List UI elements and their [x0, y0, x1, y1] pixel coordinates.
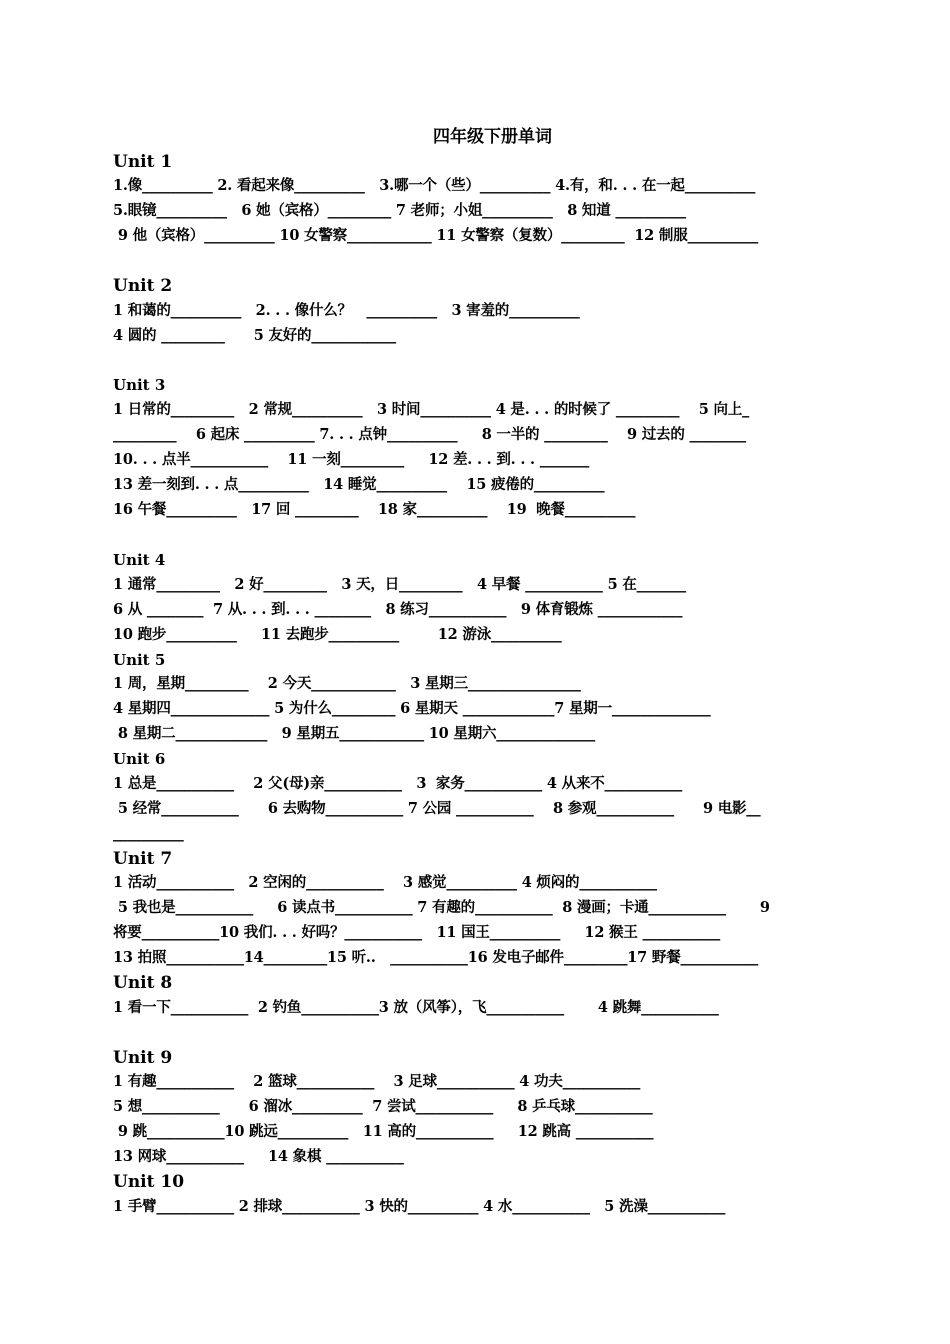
vocab-line: 13 拍照___________14_________15 听.. ___________16 发电子邮件_________17 野餐___________ — [113, 949, 759, 966]
vocab-line: 10. . . 点半___________ 11 一刻_________ 12 差. . . 到. . . _______ — [113, 451, 590, 468]
vocab-line: 8 星期二_____________ 9 星期五____________ 10 星期六______________ — [113, 725, 595, 742]
vocab-line: 9 跳___________10 跳远__________ 11 高的___________ 12 跳高 ___________ — [113, 1123, 654, 1140]
vocab-line: 5 经常___________ 6 去购物___________ 7 公园 ___________ 8 参观___________ 9 电影__ — [113, 800, 761, 817]
vocab-line: 10 跑步__________ 11 去跑步__________ 12 游泳__________ — [113, 626, 562, 643]
vocab-line: 13 网球___________ 14 象棋 ___________ — [113, 1148, 404, 1165]
vocab-line: 1 总是___________ 2 父(母)亲___________ 3 家务___________ 4 从来不___________ — [113, 775, 683, 792]
vocab-line: 1.像__________ 2. 看起来像__________ 3.哪一个（些）__________ 4.有，和. . . 在一起__________ — [113, 177, 756, 194]
unit-heading: Unit 3 — [113, 376, 166, 394]
vocab-line: 5 我也是___________ 6 读点书___________ 7 有趣的___________ 8 漫画；卡通___________ 9 — [113, 899, 770, 916]
vocab-line: 1 通常_________ 2 好_________ 3 天，日_________ 4 早餐 ___________ 5 在_______ — [113, 576, 686, 593]
vocab-line: __________ — [113, 825, 184, 842]
vocab-line: 1 手臂___________ 2 排球___________ 3 快的__________ 4 水___________ 5 洗澡___________ — [113, 1198, 726, 1215]
unit-heading: Unit 7 — [113, 849, 173, 869]
unit-heading: Unit 4 — [113, 551, 166, 569]
vocab-line: 6 从 ________ 7 从. . . 到. . . ________ 8 练习___________ 9 体育锻炼 ____________ — [113, 601, 683, 618]
vocab-line: 13 差一刻到. . . 点__________ 14 睡觉__________ 15 疲倦的__________ — [113, 476, 605, 493]
vocab-line: 5 想___________ 6 溜冰__________ 7 尝试___________ 8 乒乓球___________ — [113, 1098, 653, 1115]
vocab-line: 将要___________10 我们. . . 好吗？___________ 11 国王__________ 12 猴王 ___________ — [113, 924, 721, 941]
unit-heading: Unit 9 — [113, 1048, 173, 1068]
page-title: 四年级下册单词 — [433, 127, 552, 147]
unit-heading: Unit 1 — [113, 152, 173, 172]
unit-heading: Unit 8 — [113, 973, 173, 993]
vocab-line: 1 周，星期_________ 2 今天____________ 3 星期三________________ — [113, 675, 581, 692]
unit-heading: Unit 5 — [113, 651, 166, 669]
vocab-line: 1 和蔼的__________ 2. . . 像什么？ __________ 3 害羞的__________ — [113, 302, 580, 319]
vocab-line: 1 有趣___________ 2 篮球___________ 3 足球___________ 4 功夫___________ — [113, 1073, 641, 1090]
vocab-line: 1 活动___________ 2 空闲的___________ 3 感觉__________ 4 烦闷的___________ — [113, 874, 657, 891]
vocab-line: 4 星期四______________ 5 为什么_________ 6 星期天 _____________7 星期一______________ — [113, 700, 711, 717]
vocab-line: 5.眼镜__________ 6 她（宾格）_________ 7 老师；小姐__________ 8 知道 __________ — [113, 202, 686, 219]
unit-heading: Unit 6 — [113, 750, 166, 768]
unit-heading: Unit 2 — [113, 276, 173, 296]
vocab-line: 1 日常的_________ 2 常规__________ 3 时间__________ 4 是. . . 的时候了 _________ 5 向上_ — [113, 401, 750, 418]
unit-heading: Unit 10 — [113, 1172, 185, 1192]
vocab-line: 16 午餐__________ 17 回 _________ 18 家__________ 19 晚餐__________ — [113, 501, 636, 518]
vocab-line: 1 看一下___________ 2 钓鱼___________3 放（风筝），飞___________ 4 跳舞___________ — [113, 999, 719, 1016]
vocab-line: 4 圆的 _________ 5 友好的____________ — [113, 327, 396, 344]
vocab-line: _________ 6 起床 __________ 7. . . 点钟__________ 8 一半的 _________ 9 过去的 ________ — [113, 426, 746, 443]
vocab-line: 9 他（宾格）__________ 10 女警察____________ 11 女警察（复数）_________ 12 制服__________ — [113, 227, 759, 244]
